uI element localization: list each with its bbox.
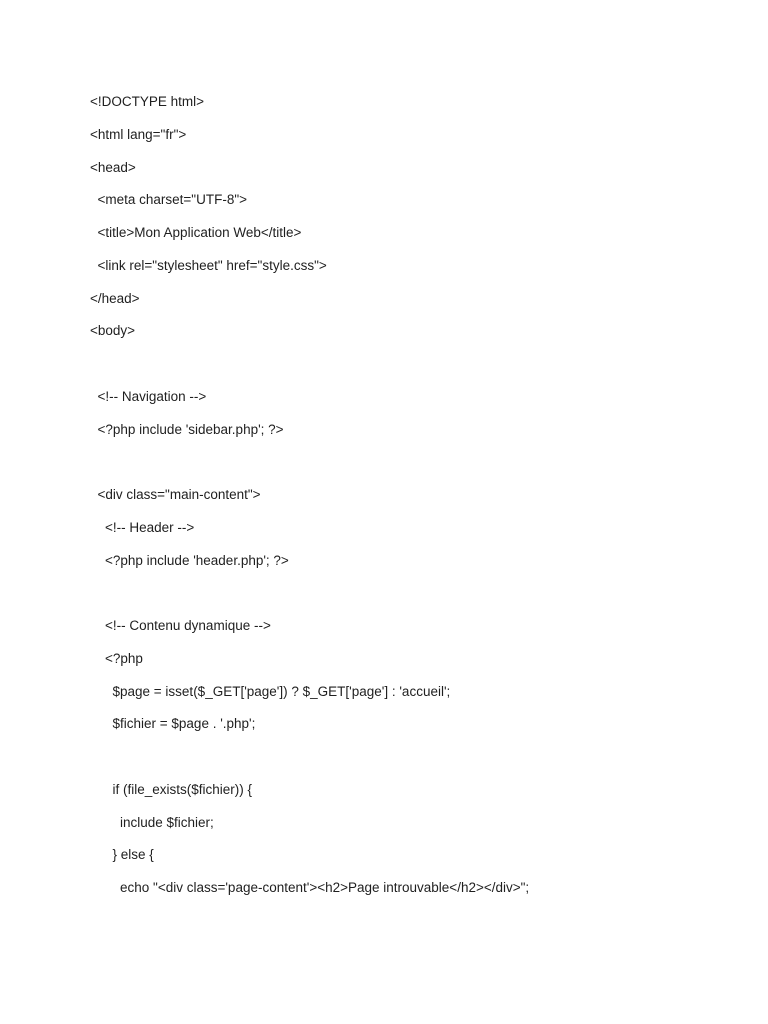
code-line: <title>Mon Application Web</title> [90,225,302,240]
code-line: <!-- Contenu dynamique --> [90,618,271,633]
code-line: <!-- Header --> [90,519,195,535]
code-line: include $fichier; [90,814,214,830]
code-line: <head> [90,159,136,175]
code-line: <link rel="stylesheet" href="style.css"> [90,257,327,273]
code-line: <meta charset="UTF-8"> [90,192,248,208]
code-line: <!DOCTYPE html> [90,94,205,109]
code-line [90,746,750,779]
code-line: </head> [90,290,140,306]
code-line: } else { [90,847,154,863]
code-line: <div class="main-content"> [90,487,261,502]
code-line: <body> [90,323,136,339]
code-line: <html lang="fr"> [90,126,187,142]
code-line: <?php [90,650,143,666]
code-line: echo "<div class='page-content'><h2>Page introuvable</h2></div>"; [90,880,530,895]
code-line: if (file_exists($fichier)) { [90,781,253,797]
code-line: $page = isset($_GET['page']) ? $_GET['page'] : 'accueil'; [90,683,451,699]
code-line: <?php include 'header.php'; ?> [90,552,289,568]
code-listing [90,91,750,910]
code-line [90,353,750,386]
code-line: <!-- Navigation --> [90,388,207,404]
code-line: $fichier = $page . '.php'; [90,716,256,732]
code-line: <?php include 'sidebar.php'; ?> [90,421,284,437]
code-line [90,451,750,484]
code-line [90,582,750,615]
